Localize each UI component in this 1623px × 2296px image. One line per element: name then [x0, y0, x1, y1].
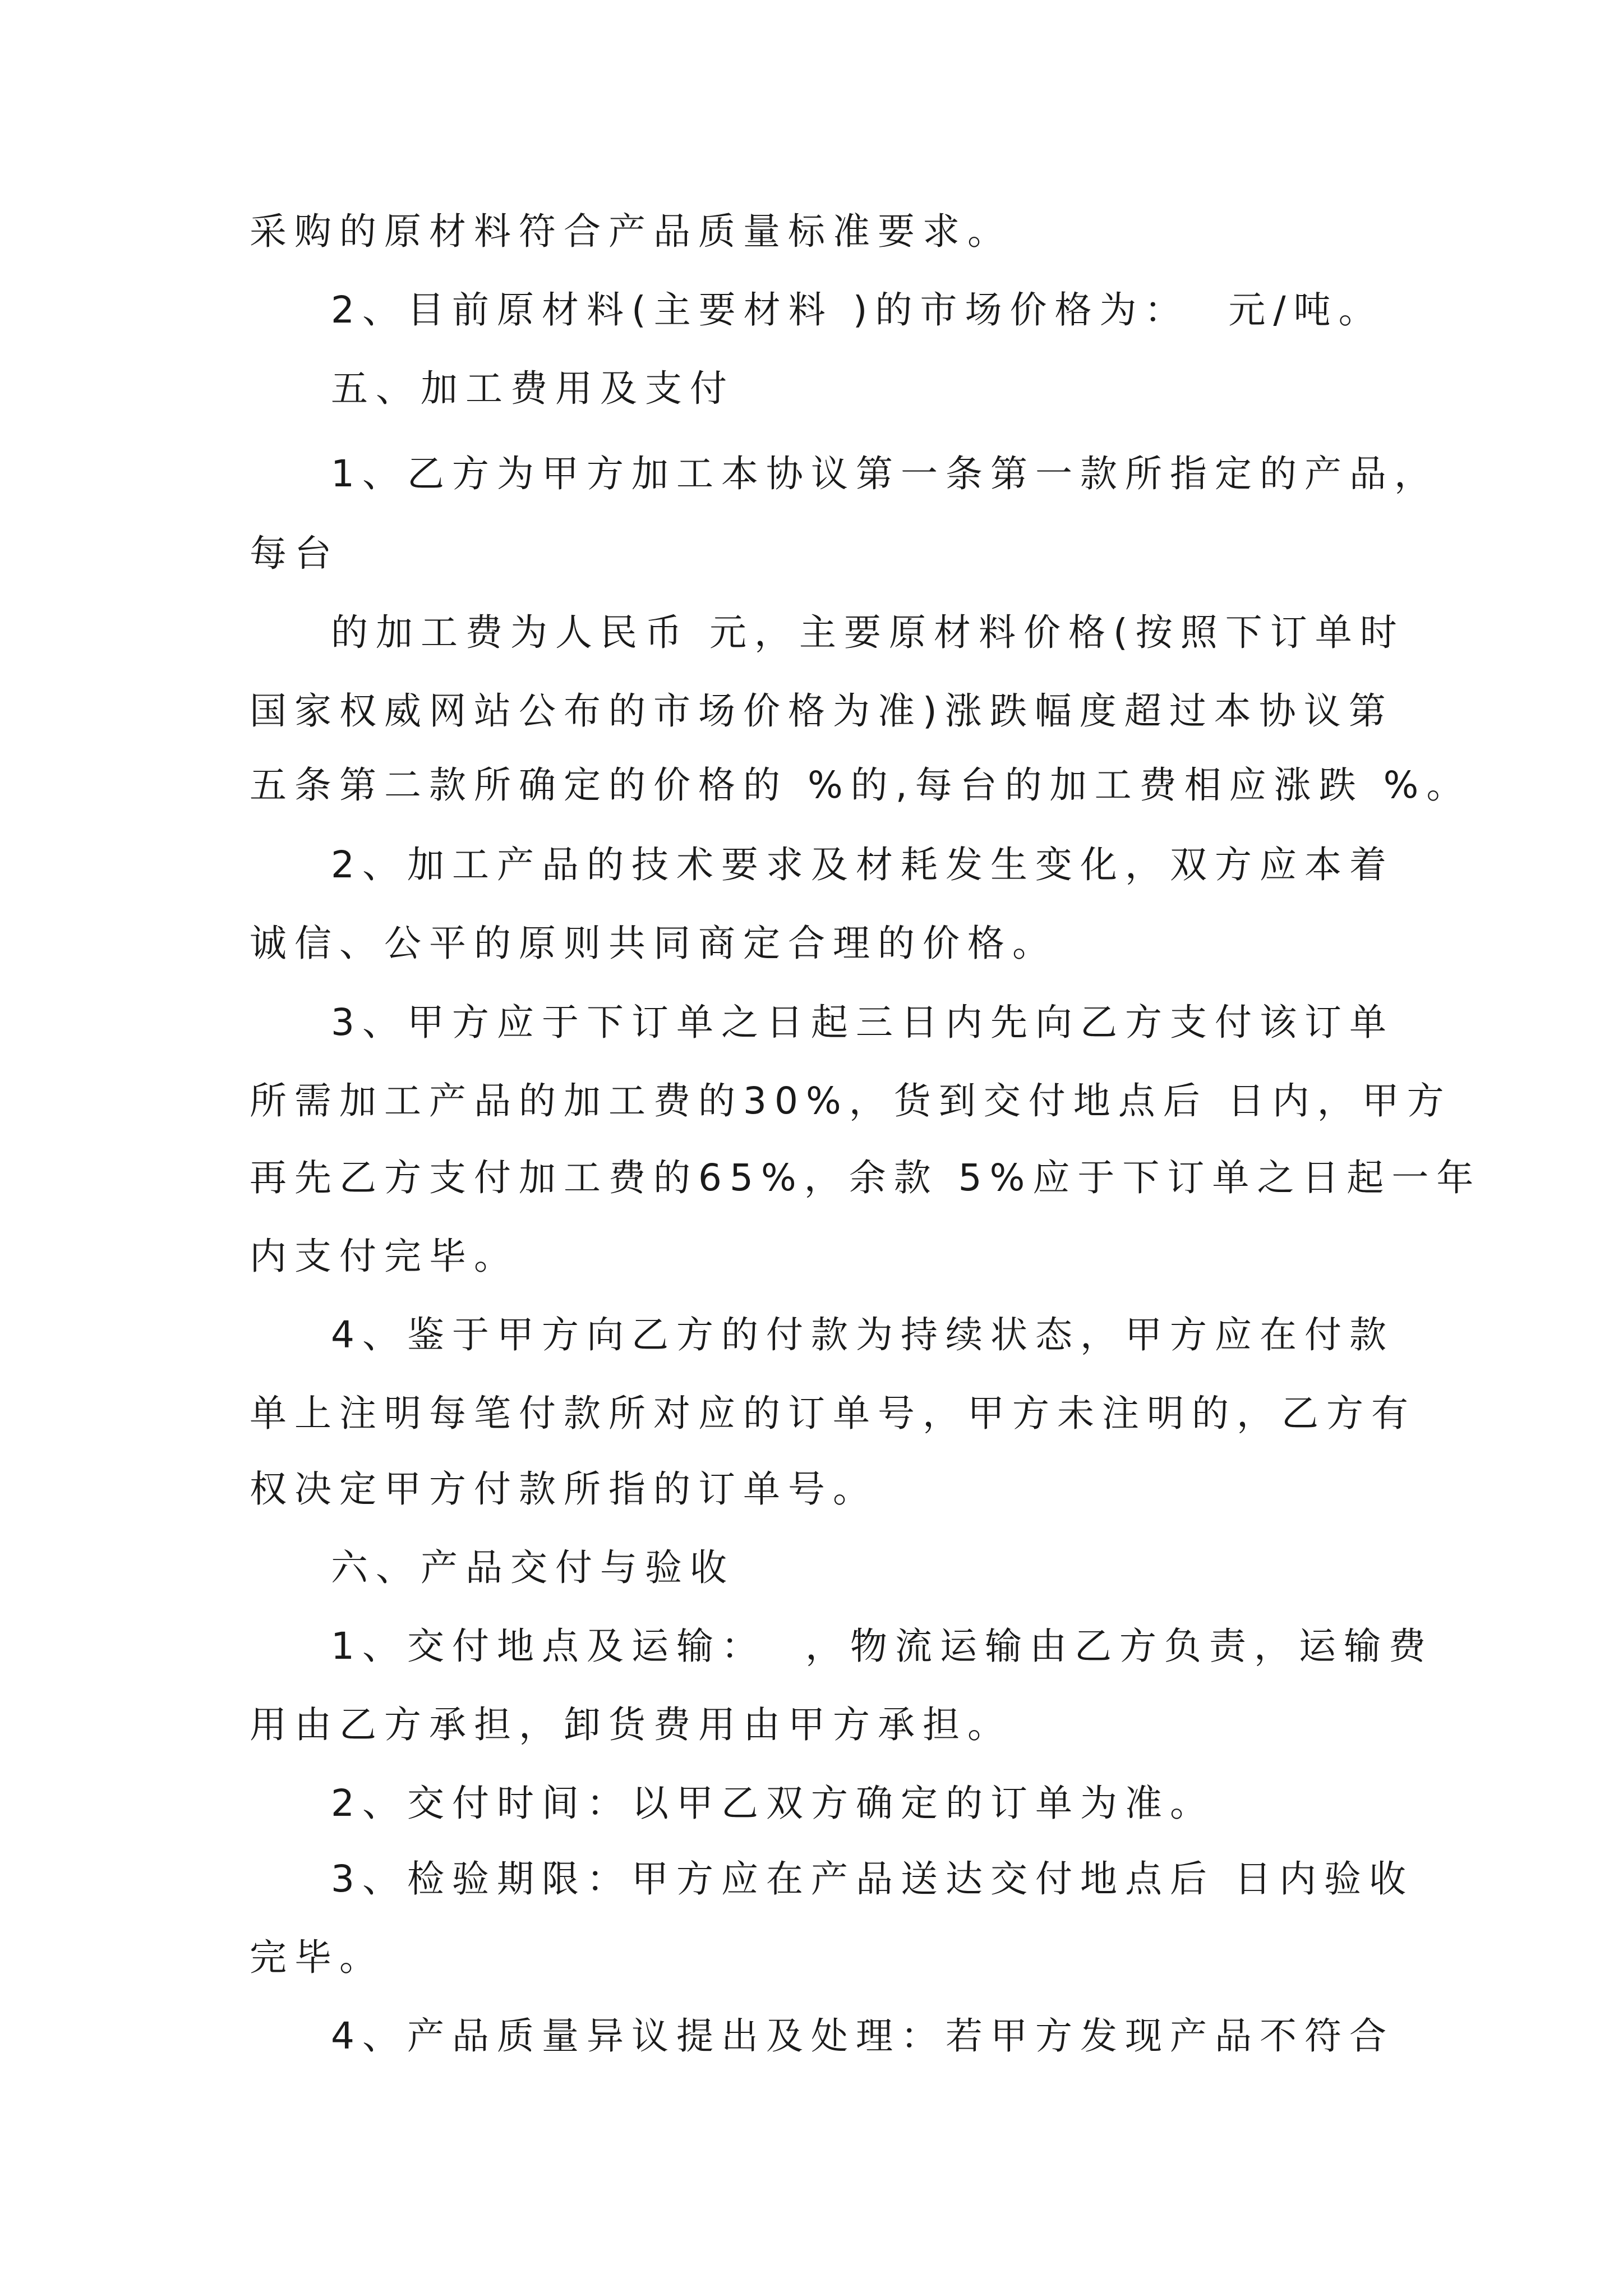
text-line: 4、产品质量异议提出及处理：若甲方发现产品不符合 — [331, 2014, 1394, 2058]
text-line: 权决定甲方付款所指的订单号。 — [250, 1467, 878, 1511]
text-line: 1、乙方为甲方加工本协议第一条第一款所指定的产品， — [331, 452, 1439, 495]
text-line: 诚信、公平的原则共同商定合理的价格。 — [250, 922, 1057, 965]
text-line: 国家权威网站公布的市场价格为准)涨跌幅度超过本协议第 — [250, 689, 1394, 733]
section-heading: 六、产品交付与验收 — [331, 1546, 735, 1589]
text-line: 2、加工产品的技术要求及材耗发生变化，双方应本着 — [331, 843, 1394, 886]
text-line: 内支付完毕。 — [250, 1235, 519, 1278]
text-line: 4、鉴于甲方向乙方的付款为持续状态，甲方应在付款 — [331, 1313, 1394, 1356]
text-line: 再先乙方支付加工费的65%，余款 5%应于下订单之日起一年 — [250, 1156, 1482, 1199]
text-line: 五条第二款所确定的价格的 %的,每台的加工费相应涨跌 %。 — [250, 763, 1472, 807]
section-heading: 五、加工费用及支付 — [331, 367, 735, 410]
text-line: 完毕。 — [250, 1936, 384, 1979]
text-line: 3、检验期限：甲方应在产品送达交付地点后 日内验收 — [331, 1857, 1414, 1901]
text-line: 采购的原材料符合产品质量标准要求。 — [250, 210, 1012, 253]
text-line: 2、目前原材料(主要材料 )的市场价格为： 元/吨。 — [331, 288, 1384, 332]
text-line: 3、甲方应于下订单之日起三日内先向乙方支付该订单 — [331, 1001, 1394, 1044]
text-line: 单上注明每笔付款所对应的订单号，甲方未注明的，乙方有 — [250, 1392, 1416, 1435]
text-line: 用由乙方承担，卸货费用由甲方承担。 — [250, 1703, 1012, 1746]
text-line: 1、交付地点及运输： ，物流运输由乙方负责，运输费 — [331, 1625, 1433, 1668]
text-line: 所需加工产品的加工费的30%，货到交付地点后 日内，甲方 — [250, 1079, 1452, 1122]
text-line: 2、交付时间：以甲乙双方确定的订单为准。 — [331, 1782, 1215, 1825]
text-line: 的加工费为人民币 元，主要原材料价格(按照下订单时 — [331, 611, 1405, 654]
text-line: 每台 — [250, 532, 339, 575]
